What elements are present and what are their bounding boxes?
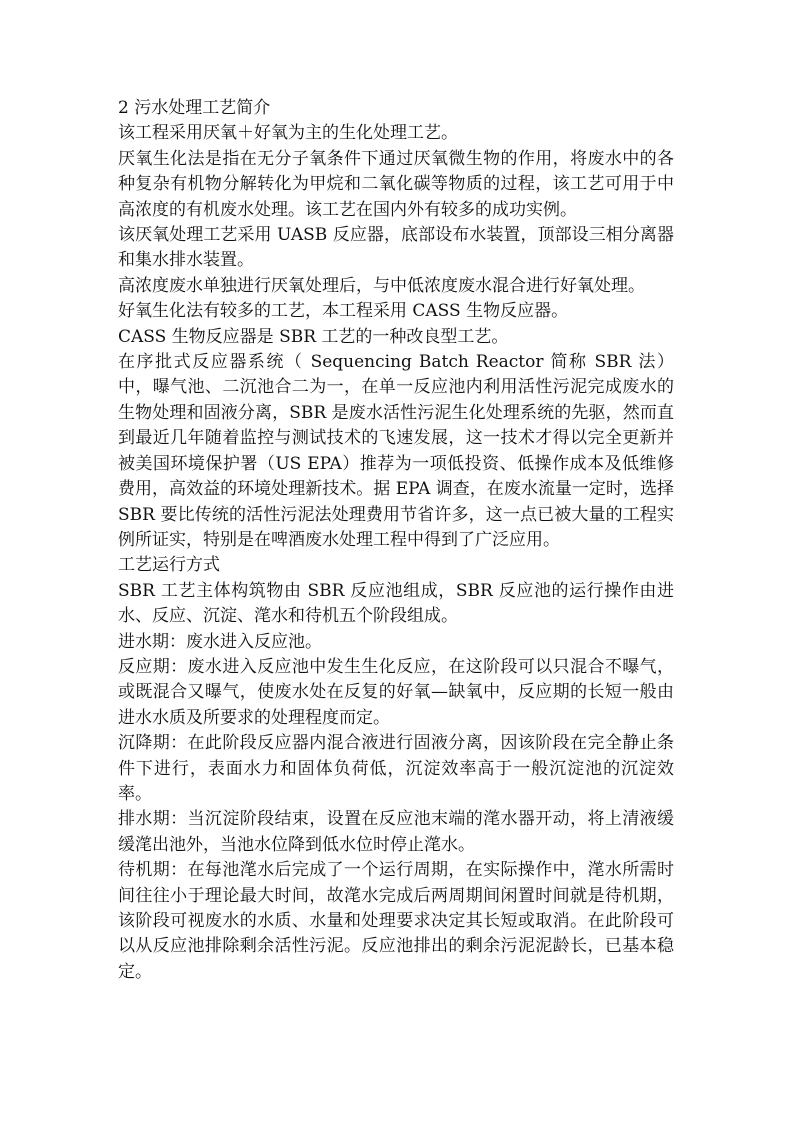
section-heading: 2 污水处理工艺简介 <box>118 98 271 118</box>
paragraph-anaerobic-method: 厌氧生化法是指在无分子氧条件下通过厌氧微生物的作用，将废水中的各种复杂有机物分解转化为甲烷和二氧化碳等物质的过程，该工艺可用于中高浓度的有机废水处理。该工艺在国内外有较多的成功实例。 <box>118 148 674 220</box>
paragraph-uasb: 该厌氧处理工艺采用 UASB 反应器，底部设布水装置，顶部设三相分离器和集水排水装置。 <box>118 225 674 271</box>
paragraph-cass-sbr: CASS 生物反应器是 SBR 工艺的一种改良型工艺。 <box>118 326 509 347</box>
paragraph-decant-phase: 排水期：当沉淀阶段结束，设置在反应池末端的滗水器开动，将上清液缓缓滗出池外，当池水位降到低水位时停止滗水。 <box>118 809 674 855</box>
paragraph-aerobic-cass: 好氧生化法有较多的工艺，本工程采用 CASS 生物反应器。 <box>118 301 569 322</box>
paragraph-fill-phase: 进水期：废水进入反应池。 <box>118 631 322 652</box>
paragraph-sbr-stages: SBR 工艺主体构筑物由 SBR 反应池组成，SBR 反应池的运行操作由进水、反应、沉淀、滗水和待机五个阶段组成。 <box>118 580 674 627</box>
paragraph-settle-phase: 沉降期：在此阶段反应器内混合液进行固液分离，因该阶段在完全静止条件下进行，表面水力和固体负荷低，沉淀效率高于一般沉淀池的沉淀效率。 <box>118 733 674 804</box>
paragraph-process-summary: 该工程采用厌氧＋好氧为主的生化处理工艺。 <box>118 123 458 144</box>
paragraph-sbr-overview: 在序批式反应器系统（ Sequencing Batch Reactor 简称 SBR 法）中，曝气池、二沉池合二为一，在单一反应池内利用活性污泥完成废水的生物处理和固液分离，SBR 是废水活性污泥生化处理系统的先驱，然而直到最近几年随着监控与测试技术的飞速发展，这一技术才得以完全更新并被美国环境保护署（US EPA）推荐为一项低投资、低操作成本及低维修费用，高效益的环境处理新技术。据 EPA 调查，在废水流量一定时，选择 SBR 要比传统的活性污泥法处理费用节省许多，这一点已被大量的工程实例所证实，特别是在啤酒废水处理工程中得到了广泛应用。 <box>118 352 674 550</box>
paragraph-high-concentration: 高浓度废水单独进行厌氧处理后，与中低浓度废水混合进行好氧处理。 <box>118 275 645 296</box>
paragraph-react-phase: 反应期：废水进入反应池中发生生化反应，在这阶段可以只混合不曝气，或既混合又曝气，使废水处在反复的好氧—缺氧中，反应期的长短一般由进水水质及所要求的处理程度而定。 <box>118 656 674 728</box>
paragraph-operation-mode-title: 工艺运行方式 <box>118 555 220 576</box>
paragraph-idle-phase: 待机期：在每池滗水后完成了一个运行周期，在实际操作中，滗水所需时间往往小于理论最大时间，故滗水完成后两周期间闲置时间就是待机期，该阶段可视废水的水质、水量和处理要求决定其长短或取消。在此阶段可以从反应池排除剩余活性污泥。反应池排出的剩余污泥泥龄长，已基本稳定。 <box>118 860 674 982</box>
document-page <box>118 96 674 985</box>
